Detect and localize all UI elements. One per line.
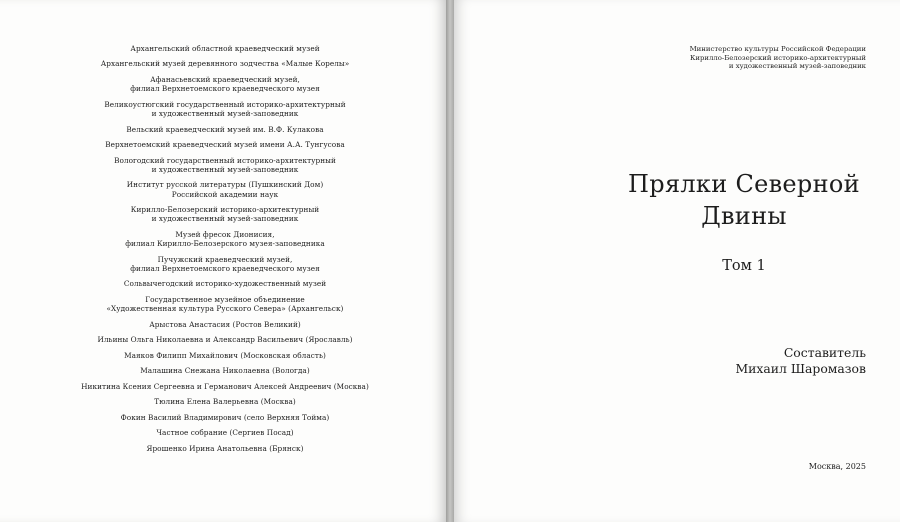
book-title — [594, 168, 894, 232]
compiler-label: Составитель — [783, 345, 866, 360]
publisher-line: и художественный музей-заповедник — [728, 62, 866, 71]
contributor-line: Архангельский музей деревянного зодчества «Малые Корелы» — [100, 59, 350, 69]
compiler-name: Михаил Шаромазов — [735, 360, 866, 376]
contributor-line: Вологодский государственный историко-архитектурный — [114, 155, 336, 165]
contributor-line: Государственное музейное объединение — [145, 294, 305, 304]
contributor-line: Российской академии наук — [171, 189, 279, 199]
contributor-line: и художественный музей-заповедник — [151, 109, 299, 119]
contributor-entry — [0, 180, 446, 199]
contributor-line: Пучужский краеведческий музей, — [157, 254, 293, 264]
contributor-entry — [0, 320, 446, 329]
contributor-line: филиал Верхнетоемского краеведческого музея — [130, 84, 320, 94]
book-title-line: Двины — [701, 202, 787, 230]
contributor-line: Кирилло-Белозерский историко-архитектурный — [130, 205, 320, 215]
contributor-entry — [0, 100, 446, 119]
contributor-entry — [0, 75, 446, 94]
contributor-entry — [0, 205, 446, 224]
contributor-line: Верхнетоемский краеведческий музей имени А.А. Тунгусова — [105, 140, 345, 150]
contributor-entry — [0, 351, 446, 360]
contributor-line: Никитина Ксения Сергеевна и Германович Алексей Андреевич (Москва) — [81, 381, 369, 391]
contributor-entry — [0, 125, 446, 134]
volume-label: Том 1 — [722, 258, 766, 274]
contributor-entry — [0, 44, 446, 53]
contributor-line: Маяков Филипп Михайлович (Московская область) — [124, 350, 326, 360]
publisher-line: Министерство культуры Российской Федерации — [689, 45, 866, 53]
contributor-line: Частное собрание (Сергиев Посад) — [156, 428, 294, 438]
contributors-list — [0, 44, 446, 459]
contributor-line: и художественный музей-заповедник — [151, 214, 299, 224]
contributor-entry — [0, 444, 446, 453]
contributor-entry — [0, 279, 446, 288]
contributor-entry — [0, 255, 446, 274]
contributor-line: филиал Кирилло-Белозерского музея-заповедника — [125, 239, 325, 249]
contributor-entry — [0, 366, 446, 375]
publisher-block — [690, 45, 866, 71]
contributor-entry — [0, 156, 446, 175]
contributor-entry — [0, 59, 446, 68]
contributor-line: Институт русской литературы (Пушкинский Дом) — [126, 180, 324, 190]
contributor-line: Тюлина Елена Валерьевна (Москва) — [154, 397, 296, 407]
book-gutter — [446, 0, 454, 522]
contributor-line: Афанасьевский краеведческий музей, — [150, 74, 300, 84]
book-title-line: Прялки Северной — [628, 170, 860, 198]
contributor-line: Малашина Снежана Николаевна (Вологда) — [140, 366, 310, 376]
contributor-line: «Художественная культура Русского Севера» (Архангельск) — [106, 304, 344, 314]
contributor-line: Музей фресок Дионисия, — [175, 229, 275, 239]
publisher-line: Кирилло-Белозерский историко-архитектурный — [690, 53, 866, 62]
contributor-entry — [0, 295, 446, 314]
contributor-entry — [0, 413, 446, 422]
contributor-line: Фокин Василий Владимирович (село Верхняя Тойма) — [120, 412, 330, 422]
contributor-line: Ильины Ольга Николаевна и Александр Васильевич (Ярославль) — [97, 335, 353, 345]
contributor-line: Арыстова Анастасия (Ростов Великий) — [149, 319, 301, 329]
contributor-entry — [0, 428, 446, 437]
left-page — [0, 0, 446, 522]
contributor-line: филиал Верхнетоемского краеведческого музея — [130, 263, 320, 273]
contributor-entry — [0, 382, 446, 391]
contributor-line: Великоустюгский государственный историко-архитектурный — [104, 99, 346, 109]
contributor-entry — [0, 335, 446, 344]
contributor-line: Архангельский областной краеведческий музей — [130, 44, 320, 53]
compiler-block — [735, 345, 866, 376]
contributor-entry — [0, 140, 446, 149]
contributor-line: и художественный музей-заповедник — [151, 164, 299, 174]
contributor-line: Вельский краеведческий музей им. В.Ф. Кулакова — [126, 124, 324, 134]
contributor-entry — [0, 397, 446, 406]
contributor-entry — [0, 230, 446, 249]
imprint: Москва, 2025 — [808, 462, 866, 471]
right-page — [454, 0, 900, 522]
contributor-line: Ярошенко Ирина Анатольевна (Брянск) — [146, 443, 304, 453]
contributor-line: Сольвычегодский историко-художественный музей — [123, 279, 327, 289]
